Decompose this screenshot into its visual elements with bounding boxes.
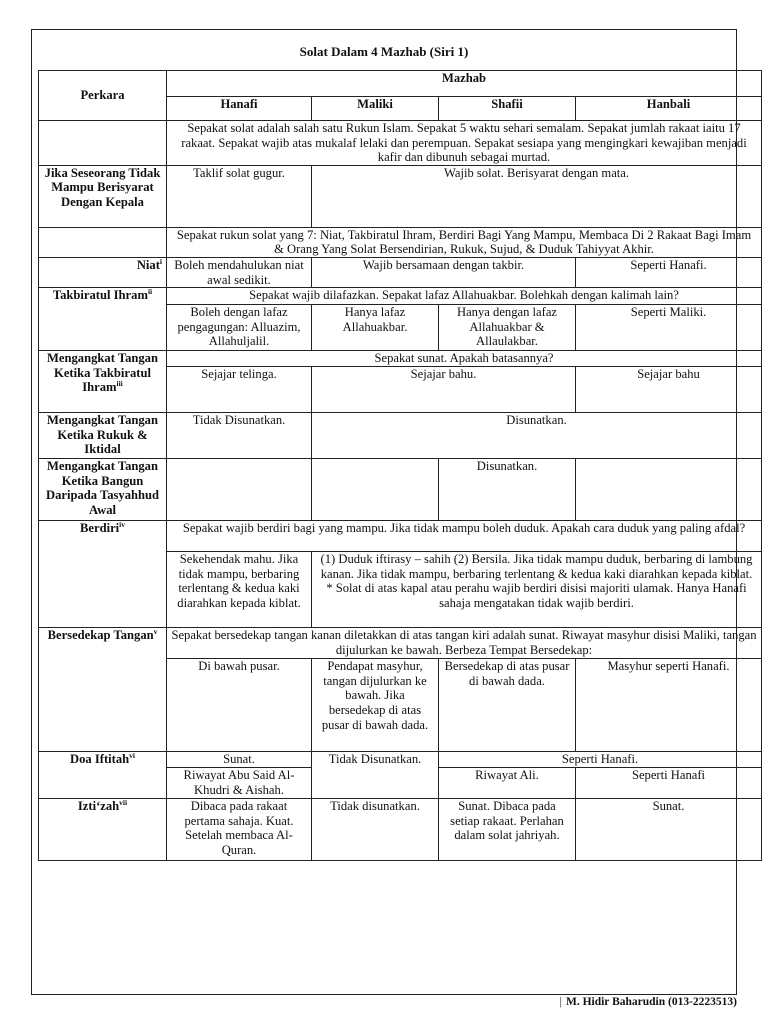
istiazah-hanbali: Sunat. [576, 799, 762, 861]
footnote-ref: iv [119, 519, 125, 529]
row-label-berdiri [39, 521, 167, 628]
angkat-takbir-hanafi: Sejajar telinga. [167, 367, 312, 413]
table-row-sedekap-summary [39, 628, 762, 659]
angkat-takbir-maliki-shafii: Sejajar bahu. [312, 367, 576, 413]
header-shafii: Shafii [439, 97, 576, 121]
intro-cell: Sepakat solat adalah salah satu Rukun Islam. Sepakat 5 waktu sehari semalam. Sepakat jumlah rakaat iaitu 17 rakaat. Sepakat wajib atas mukalaf lelaki dan perempuan. Sepakat sesiapa yang mengingkari kewajiban menjadi kafir dan dibunuh sebagai murtad. [167, 121, 762, 166]
berdiri-hanafi: Sekehendak mahu. Jika tidak mampu, berbaring terlentang & kedua kaki diarahkan kepada kiblat. [167, 552, 312, 628]
sedekap-hanafi: Di bawah pusar. [167, 659, 312, 752]
angkat-takbir-hanbali: Sejajar bahu [576, 367, 762, 413]
row-label-angkat-rukuk: Mengangkat Tangan Ketika Rukuk & Iktidal [39, 413, 167, 459]
iftitah-hanafi: Sunat. [167, 752, 312, 768]
footer-separator: | [559, 996, 562, 1008]
header-row-1 [39, 71, 762, 97]
sedekap-shafii: Bersedekap di atas pusar di bawah dada. [439, 659, 576, 752]
table-row-angkat-tasyahhud [39, 459, 762, 521]
table-row-iftitah-1 [39, 752, 762, 768]
row-label-angkat-takbir-text: Mengangkat Tangan Ketika Takbiratul Ihram [47, 351, 158, 395]
takbir-summary: Sepakat wajib dilafazkan. Sepakat lafaz Allahuakbar. Bolehkah dengan kalimah lain? [167, 288, 762, 305]
jika-others: Wajib solat. Berisyarat dengan mata. [312, 165, 762, 227]
istiazah-shafii: Sunat. Dibaca pada setiap rakaat. Perlahan dalam solat jahriyah. [439, 799, 576, 861]
angkat-takbir-summary: Sepakat sunat. Apakah batasannya? [167, 351, 762, 367]
angkat-rukuk-hanafi: Tidak Disunatkan. [167, 413, 312, 459]
iftitah-hanafi-riwayat: Riwayat Abu Said Al-Khudri & Aishah. [167, 768, 312, 799]
empty-label-cell [39, 121, 167, 166]
row-label-berdiri-text: Berdiri [79, 521, 120, 536]
sedekap-maliki: Pendapat masyhur, tangan dijulurkan ke bawah. Jika bersedekap di atas pusar di bawah dada. [312, 659, 439, 752]
table-row-rukun [39, 227, 762, 257]
header-perkara: Perkara [39, 71, 167, 121]
sedekap-summary: Sepakat bersedekap tangan kanan diletakkan di atas tangan kiri adalah sunat. Riwayat masyhur disisi Maliki, tangan dijulurkan ke bawah. Berbeza Tempat Bersedekap: [167, 628, 762, 659]
comparison-table [38, 70, 762, 861]
table-row-intro [39, 121, 762, 166]
iftitah-shafii-hanbali: Seperti Hanafi. [439, 752, 762, 768]
berdiri-others [312, 552, 762, 628]
header-maliki: Maliki [312, 97, 439, 121]
takbir-shafii: Hanya dengan lafaz Allahuakbar & Allaulakbar. [439, 305, 576, 351]
angkat-tasyahhud-hanbali [576, 459, 762, 521]
niat-hanafi: Boleh mendahulukan niat awal sedikit. [167, 257, 312, 287]
row-label-takbir-text: Takbiratul Ihram [52, 288, 148, 303]
table-row-angkat-takbir-summary [39, 351, 762, 367]
row-label-sedekap-text: Bersedekap Tangan [47, 628, 154, 643]
table-row-istiazah [39, 799, 762, 861]
empty-label-cell [39, 227, 167, 257]
document-title: Solat Dalam 4 Mazhab (Siri 1) [299, 44, 469, 59]
berdiri-others-text-2: * Solat di atas kapal atau perahu wajib berdiri disisi majoriti ulamak. Hanya Hanafi sahaja mengatakan tidak wajib berdiri. [326, 581, 747, 610]
takbir-hanafi: Boleh dengan lafaz pengagungan: Alluazim, Allahuljalil. [167, 305, 312, 351]
table-row-takbir-summary [39, 288, 762, 305]
berdiri-others-text-1: (1) Duduk iftirasy – sahih (2) Bersila. Jika tidak mampu duduk, berbaring di lambung kanan. Jika tidak mampu, berbaring terlentang & kedua kaki diarahkan kepada kiblat. [320, 552, 753, 581]
row-label-istiazah-text: Izti‘zah [77, 799, 120, 814]
niat-hanbali: Seperti Hanafi. [576, 257, 762, 287]
row-label-angkat-tasyahhud: Mengangkat Tangan Ketika Bangun Daripada Tasyahhud Awal [39, 459, 167, 521]
sedekap-hanbali: Masyhur seperti Hanafi. [576, 659, 762, 752]
footnote-ref: ii [147, 286, 153, 296]
footer-author: M. Hidir Baharudin (013-2223513) [565, 996, 737, 1008]
footnote-ref: vii [119, 797, 128, 807]
header-hanafi: Hanafi [167, 97, 312, 121]
berdiri-summary: Sepakat wajib berdiri bagi yang mampu. Jika tidak mampu boleh duduk. Apakah cara duduk yang paling afdal? [167, 521, 762, 552]
table-row-berdiri-summary [39, 521, 762, 552]
angkat-tasyahhud-maliki [312, 459, 439, 521]
iftitah-maliki: Tidak Disunatkan. [312, 752, 439, 799]
row-label-istiazah [39, 799, 167, 861]
angkat-rukuk-others: Disunatkan. [312, 413, 762, 459]
row-label-niat-text: Niat [136, 257, 160, 272]
angkat-tasyahhud-hanafi [167, 459, 312, 521]
row-label-iftitah-text: Doa Iftitah [70, 752, 130, 767]
row-label-angkat-takbir [39, 351, 167, 413]
iftitah-hanbali-riwayat: Seperti Hanafi [576, 768, 762, 799]
takbir-maliki: Hanya lafaz Allahuakbar. [312, 305, 439, 351]
iftitah-shafii-riwayat: Riwayat Ali. [439, 768, 576, 799]
istiazah-hanafi: Dibaca pada rakaat pertama sahaja. Kuat. Setelah membaca Al-Quran. [167, 799, 312, 861]
niat-maliki-shafii: Wajib bersamaan dengan takbir. [312, 257, 576, 287]
table-row-niat [39, 257, 762, 287]
page-frame [31, 29, 757, 995]
page-footer [560, 996, 737, 1008]
angkat-tasyahhud-shafii: Disunatkan. [439, 459, 576, 521]
table-row-jika [39, 165, 762, 227]
row-label-takbir [39, 288, 167, 351]
footnote-ref: iii [116, 379, 123, 389]
row-label-iftitah [39, 752, 167, 799]
header-mazhab: Mazhab [167, 71, 762, 97]
footnote-ref: vi [129, 750, 135, 760]
row-label-sedekap [39, 628, 167, 752]
istiazah-maliki: Tidak disunatkan. [312, 799, 439, 861]
row-label-niat [39, 257, 167, 287]
header-hanbali: Hanbali [576, 97, 762, 121]
footnote-ref: v [153, 626, 158, 636]
jika-hanafi: Taklif solat gugur. [167, 165, 312, 227]
takbir-hanbali: Seperti Maliki. [576, 305, 762, 351]
rukun-cell: Sepakat rukun solat yang 7: Niat, Takbiratul Ihram, Berdiri Bagi Yang Mampu, Membaca Di 2 Rakaat Bagi Imam & Orang Yang Solat Bersendirian, Rukuk, Sujud, & Duduk Tahiyyat Akhir. [167, 227, 762, 257]
table-row-angkat-rukuk [39, 413, 762, 459]
row-label-jika: Jika Seseorang Tidak Mampu Berisyarat Dengan Kepala [39, 165, 167, 227]
footnote-ref: i [159, 256, 162, 266]
